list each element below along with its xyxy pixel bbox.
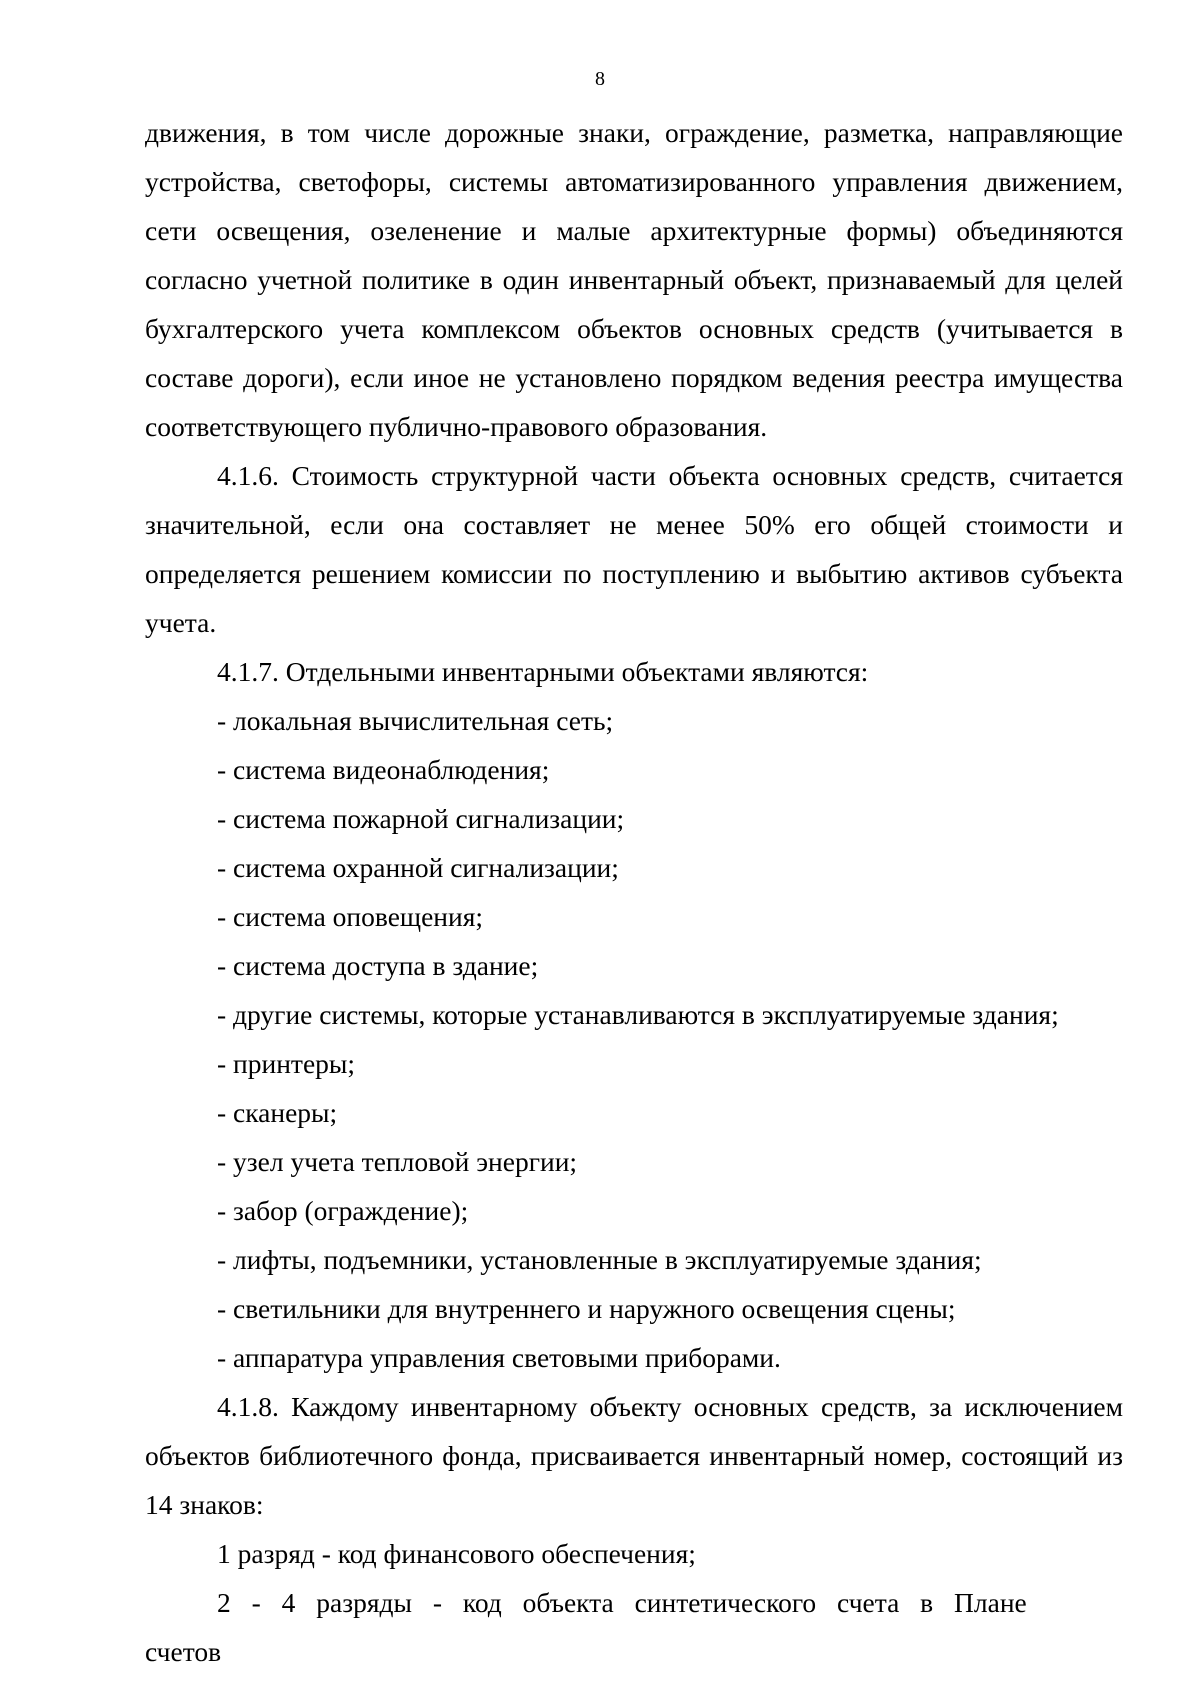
- page-number: 8: [595, 68, 605, 90]
- list-item: - система доступа в здание;: [217, 950, 539, 981]
- paragraph-4-1-8: 4.1.8. Каждому инвентарному объекту основных средств, за исключением объектов библиотечного фонда, присваивается инвентарный номер, состоящий из 14 знаков:: [145, 1391, 1123, 1520]
- list-item: - система видеонаблюдения;: [217, 754, 550, 785]
- list-item: - сканеры;: [217, 1097, 338, 1128]
- list-item: - узел учета тепловой энергии;: [217, 1146, 578, 1177]
- list-item: - система оповещения;: [217, 901, 484, 932]
- paragraph-digits-2-4: 2 - 4 разряды - код объекта синтетического счета в Плане счетов: [145, 1587, 1027, 1667]
- list-item: - система пожарной сигнализации;: [217, 803, 625, 834]
- list-item: - другие системы, которые устанавливаются в эксплуатируемые здания;: [217, 999, 1059, 1030]
- list-item: - система охранной сигнализации;: [217, 852, 619, 883]
- paragraph-digit-1: 1 разряд - код финансового обеспечения;: [217, 1538, 696, 1569]
- list-item: - лифты, подъемники, установленные в эксплуатируемые здания;: [217, 1244, 982, 1275]
- inventory-objects-list: [145, 696, 1123, 1382]
- document-body: [145, 108, 1123, 1676]
- list-item: - принтеры;: [217, 1048, 356, 1079]
- list-item: - светильники для внутреннего и наружного освещения сцены;: [217, 1293, 956, 1324]
- paragraph-continuation: движения, в том числе дорожные знаки, ограждение, разметка, направляющие устройства, светофоры, системы автоматизированного управления движением, сети освещения, озеленение и малые архитектурные формы) объединяются согласно учетной политике в один инвентарный объект, признаваемый для целей бухгалтерского учета комплексом объектов основных средств (учитывается в составе дороги), если иное не установлено порядком ведения реестра имущества соответствующего публично-правового образования.: [145, 117, 1123, 442]
- list-item: - локальная вычислительная сеть;: [217, 705, 614, 736]
- paragraph-4-1-7: 4.1.7. Отдельными инвентарными объектами являются:: [217, 656, 869, 687]
- list-item: - забор (ограждение);: [217, 1195, 469, 1226]
- paragraph-4-1-6: 4.1.6. Стоимость структурной части объекта основных средств, считается значительной, если она составляет не менее 50% его общей стоимости и определяется решением комиссии по поступлению и выбытию активов субъекта учета.: [145, 460, 1123, 638]
- list-item: - аппаратура управления световыми приборами.: [217, 1342, 781, 1373]
